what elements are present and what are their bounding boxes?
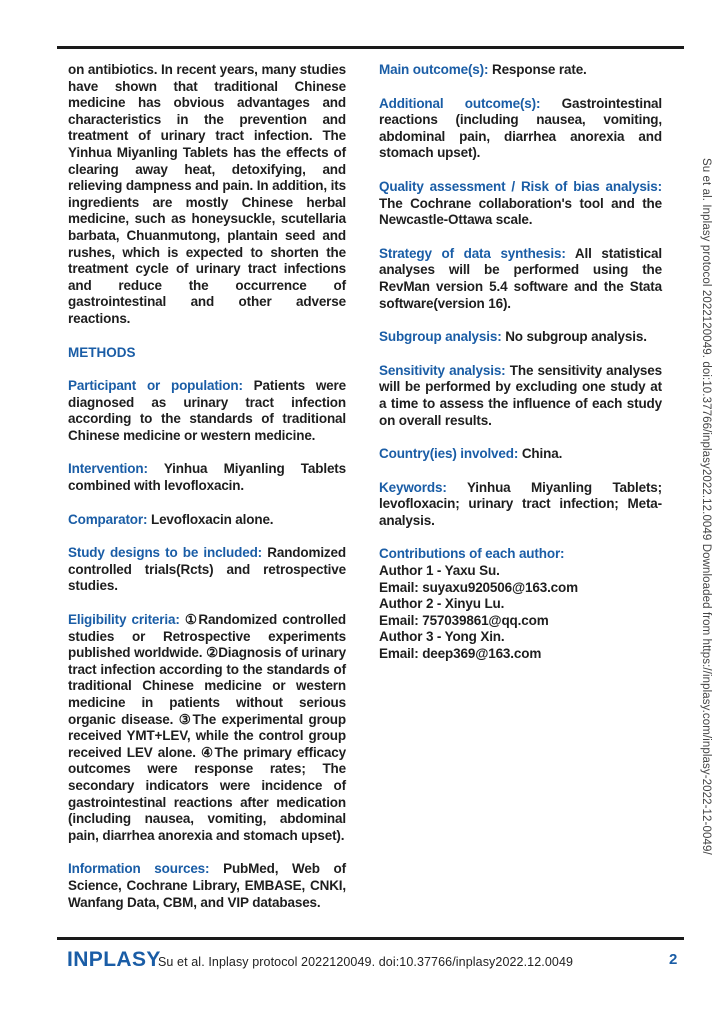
inplasy-logo: INPLASY [67, 948, 161, 971]
section-intervention [68, 461, 346, 494]
section-text: PubMed, Web of Science, Cochrane Library, EMBASE, CNKI, Wanfang Data, CBM, and VIP databases. [68, 861, 346, 910]
section-contributions [379, 546, 662, 662]
section-text: Patients were diagnosed as urinary tract infection according to the standards of traditional Chinese medicine or western medicine. [68, 378, 346, 443]
footer-divider [57, 937, 684, 940]
author-line: Author 2 - Xinyu Lu. [379, 596, 505, 612]
section-keywords [379, 480, 662, 530]
section-text: Yinhua Miyanling Tablets combined with levofloxacin. [68, 461, 347, 494]
section-label: Additional outcome(s): [379, 95, 541, 111]
section-text: All statistical analyses will be performed using the RevMan version 5.4 software and the Stata software(version 16). [379, 245, 662, 311]
right-column [379, 62, 662, 911]
section-label: Study designs to be included: [68, 545, 263, 561]
section-study-designs [68, 545, 346, 595]
section-label: Quality assessment / Risk of bias analysis: [379, 178, 662, 194]
section-comparator [68, 512, 346, 529]
section-label: Information sources: [68, 861, 210, 877]
methods-heading: METHODS [68, 344, 136, 360]
section-text: The Cochrane collaboration's tool and the Newcastle-Ottawa scale. [379, 195, 662, 228]
section-label: Strategy of data synthesis: [379, 245, 566, 261]
page-number: 2 [669, 951, 678, 968]
section-text: Response rate. [491, 62, 587, 77]
left-column [68, 62, 346, 911]
section-label: Participant or population: [68, 378, 243, 394]
author-email-line: Email: deep369@163.com [379, 646, 542, 662]
author-line: Author 3 - Yong Xin. [379, 629, 505, 645]
section-strategy-of-data-synthesis [379, 246, 662, 312]
page-body [68, 62, 662, 911]
footer-citation: Su et al. Inplasy protocol 2022120049. doi:10.37766/inplasy2022.12.0049 [158, 955, 574, 969]
section-quality-assessment [379, 179, 662, 229]
section-label: Sensitivity analysis: [379, 362, 506, 378]
vertical-citation-watermark: Su et al. Inplasy protocol 2022120049. doi:10.37766/inplasy2022.12.0049 Downloaded from https://inplasy.com/inplasy-2022-12-0049/ [700, 158, 712, 855]
section-additional-outcomes [379, 96, 662, 162]
author-email-line: Email: 757039861@qq.com [379, 612, 549, 628]
section-participant [68, 378, 346, 444]
author-line: Author 1 - Yaxu Su. [379, 563, 500, 579]
section-label: Intervention: [68, 461, 148, 477]
section-text: China. [521, 446, 563, 462]
section-label: Main outcome(s): [379, 62, 489, 77]
section-text: ①Randomized controlled studies or Retrospective experiments published worldwide. ②Diagnosis of urinary tract infection according to the standards of traditional Chinese medicine or western medicine in patients without serious organic disease. ③The experimental group received YMT+LEV, while the control group received LEV alone. ④The primary efficacy outcomes were response rates; The secondary indicators were incidence of gastrointestinal reactions after medication (including nausea, vomiting, abdominal pain, diarrhea anorexia and stomach upset). [68, 612, 346, 843]
author-email-line: Email: suyaxu920506@163.com [379, 579, 578, 595]
section-label: Country(ies) involved: [379, 446, 519, 462]
section-text: Levofloxacin alone. [150, 511, 274, 527]
section-label: Eligibility criteria: [68, 612, 180, 628]
intro-text: on antibiotics. In recent years, many studies have shown that traditional Chinese medicine has obvious advantages and characteristics in the prevention and treatment of urinary tract infection. The Yinhua Miyanling Tablets has the effects of clearing away heat, detoxifying, and relieving dampness and pain. In addition, its ingredients are mostly Chinese herbal medicine, such as honeysuckle, scutellaria barbata, Chuanmutong, plantain seed and rushes, which is expected to shorten the treatment cycle of urinary tract infections and reduce the occurrence of gastrointestinal and other adverse reactions. [68, 62, 346, 326]
section-text: Gastrointestinal reactions (including nausea, vomiting, abdominal pain, diarrhea anorexia and stomach upset). [379, 95, 662, 161]
section-label: Comparator: [68, 511, 148, 527]
section-label: Subgroup analysis: [379, 329, 502, 345]
section-text: The sensitivity analyses will be performed by excluding one study at a time to assess the influence of each study on overall results. [379, 362, 663, 428]
top-divider [57, 46, 684, 49]
section-countries-involved [379, 446, 662, 463]
section-text: Randomized controlled trials(Rcts) and retrospective studies. [68, 545, 346, 594]
section-text: No subgroup analysis. [505, 329, 647, 345]
section-label: Keywords: [379, 479, 447, 495]
section-eligibility-criteria [68, 612, 346, 844]
section-text: Yinhua Miyanling Tablets; levofloxacin; urinary tract infection; Meta-analysis. [379, 479, 663, 528]
section-information-sources [68, 861, 346, 911]
section-sensitivity-analysis [379, 363, 662, 429]
section-main-outcomes [379, 62, 662, 79]
intro-paragraph [68, 62, 346, 328]
section-subgroup-analysis [379, 329, 662, 346]
contributions-heading: Contributions of each author: [379, 546, 565, 562]
